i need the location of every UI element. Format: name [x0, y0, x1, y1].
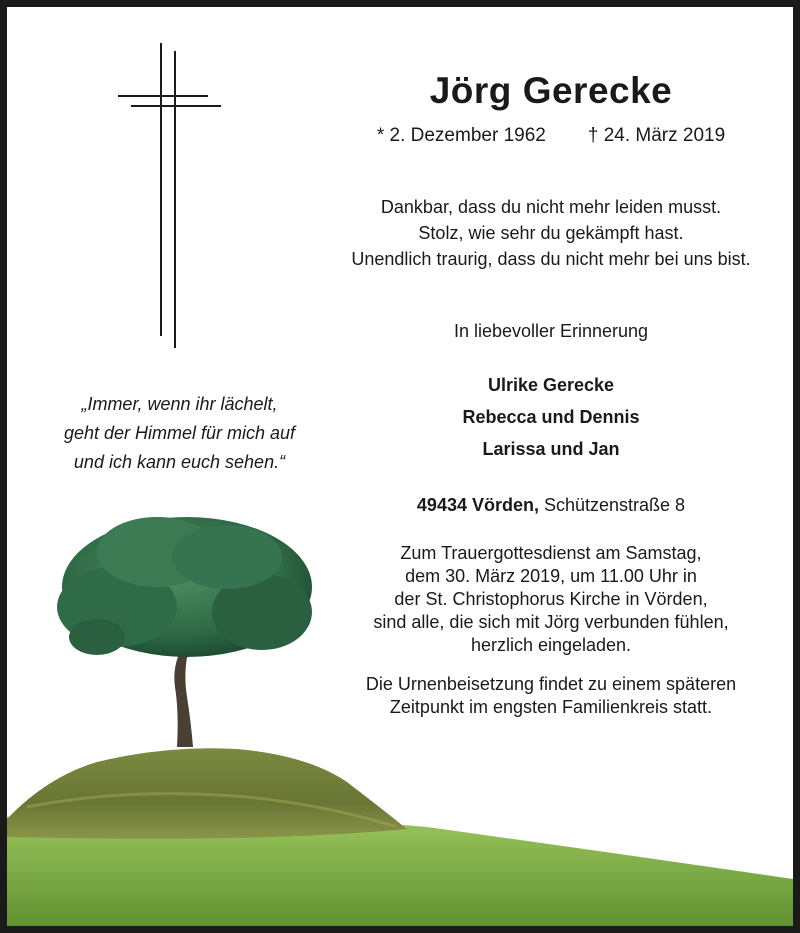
family-member: Larissa und Jan	[482, 439, 620, 459]
service-line: der St. Christophorus Kirche in Vörden,	[394, 589, 708, 609]
verse-line: Stolz, wie sehr du gekämpft hast.	[418, 223, 684, 243]
quote-line: und ich kann euch sehen.“	[73, 452, 286, 472]
service-line: Zum Trauergottesdienst am Samstag,	[400, 543, 702, 563]
verse-line: Unendlich traurig, dass du nicht mehr bei uns bist.	[351, 249, 751, 269]
family-member: Ulrike Gerecke	[487, 375, 615, 395]
deceased-name: Jörg Gerecke	[429, 70, 673, 111]
tree-on-hill-image	[7, 507, 793, 933]
life-dates	[307, 125, 795, 147]
address-city: 49434 Vörden,	[416, 495, 539, 515]
service-line: dem 30. März 2019, um 11.00 Uhr in	[405, 566, 697, 586]
quote-line: geht der Himmel für mich auf	[63, 423, 296, 443]
memorial-verse	[307, 194, 795, 272]
urn-line: Die Urnenbeisetzung findet zu einem späteren	[365, 674, 737, 694]
memory-line: In liebevoller Erinnerung	[453, 321, 649, 341]
family-member: Rebecca und Dennis	[462, 407, 640, 427]
address-street: Schützenstraße 8	[538, 495, 686, 515]
family-names	[307, 369, 795, 465]
verse-line: Dankbar, dass du nicht mehr leiden musst.	[380, 197, 722, 217]
death-date: † 24. März 2019	[587, 125, 726, 146]
service-line: herzlich eingeladen.	[470, 635, 632, 655]
memorial-quote	[27, 390, 332, 477]
quote-line: „Immer, wenn ihr lächelt,	[81, 394, 278, 414]
urn-line: Zeitpunkt im engsten Familienkreis statt.	[389, 697, 713, 717]
service-line: sind alle, die sich mit Jörg verbunden fühlen,	[373, 612, 729, 632]
birth-date: * 2. Dezember 1962	[376, 125, 546, 146]
